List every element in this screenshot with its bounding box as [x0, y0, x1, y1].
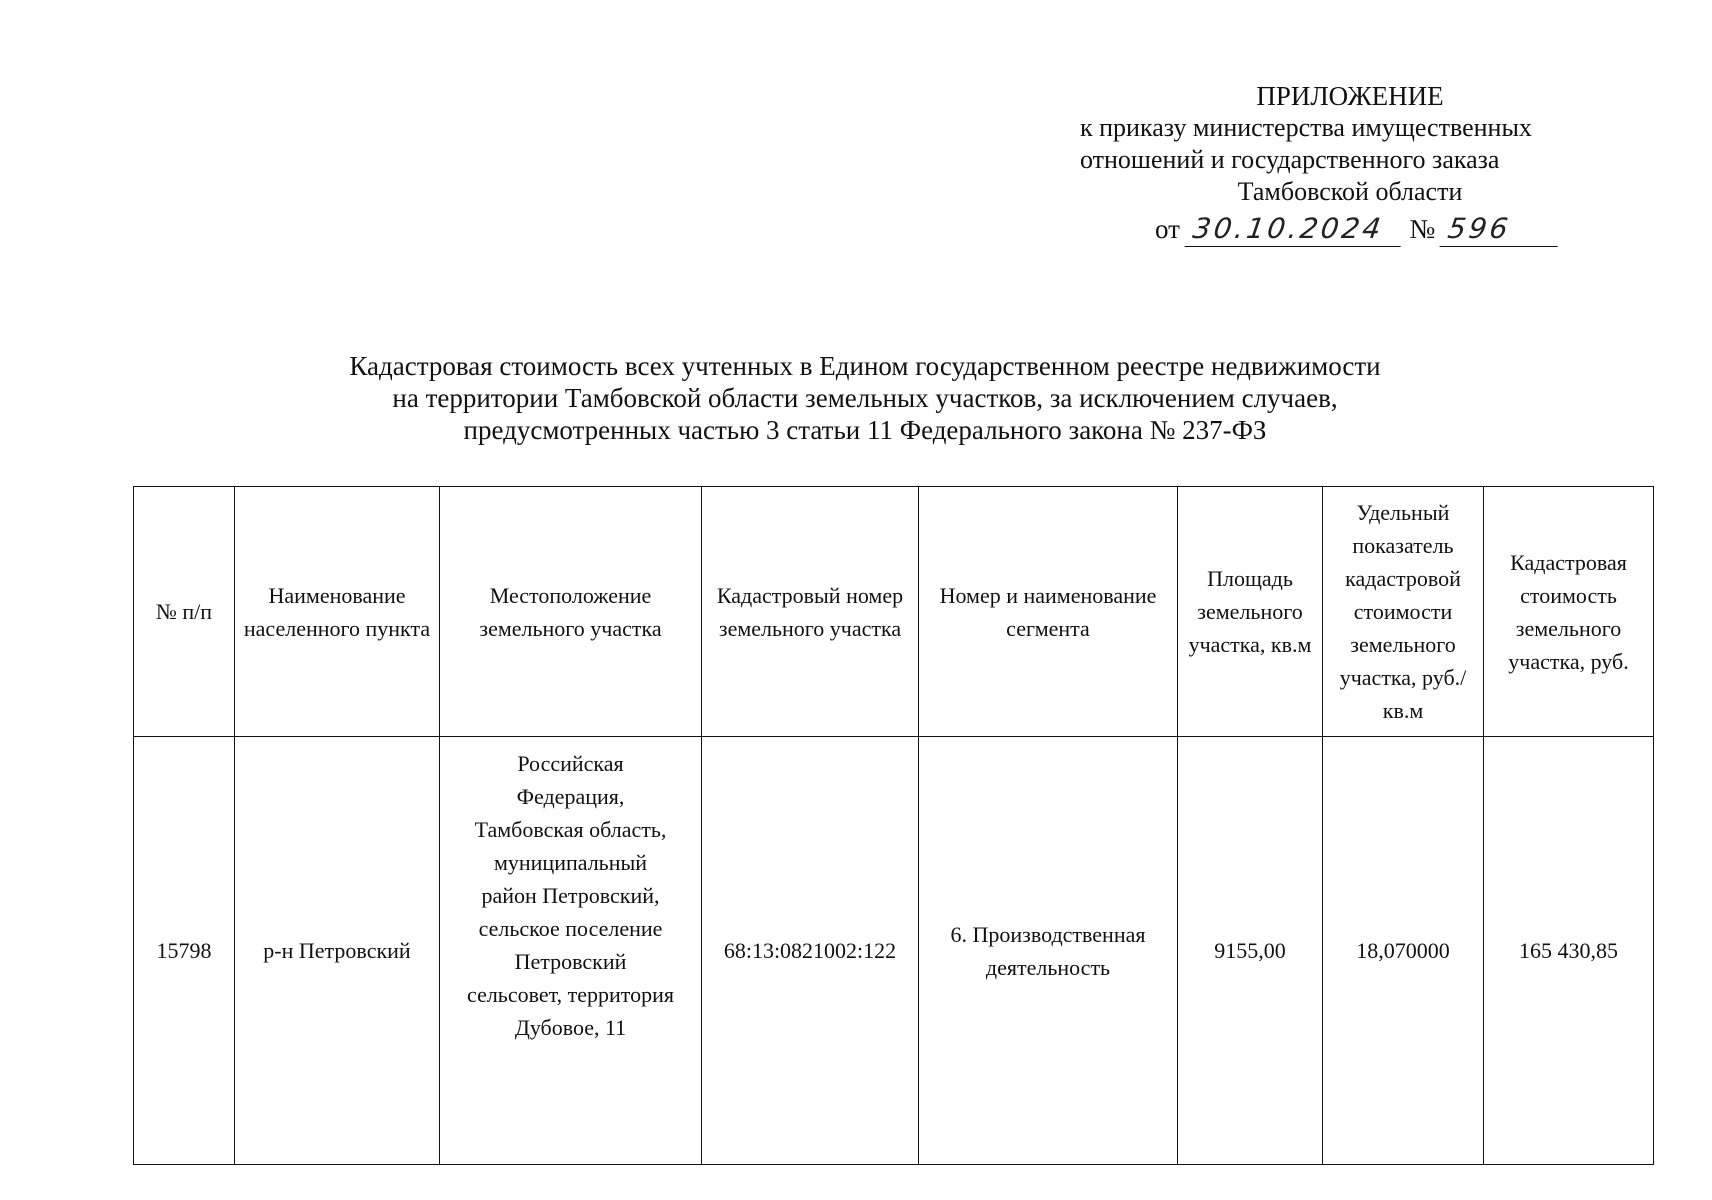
location-line: район Петровский, [481, 883, 660, 908]
document-title-line-2: на территории Тамбовской области земельных участков, за исключением случаев, [392, 383, 1338, 413]
header-number: № п/п [134, 487, 235, 737]
header-location: Местоположение земельного участка [440, 487, 702, 737]
number-label: № [1409, 214, 1436, 244]
cell-area: 9155,00 [1178, 737, 1323, 1165]
handwritten-date: 30.10.2024 [1184, 212, 1405, 247]
document-title-line-3: предусмотренных частью 3 статьи 11 Федерального закона № 237-ФЗ [463, 415, 1267, 445]
location-line: Российская [517, 751, 624, 776]
cell-cadastral-number: 68:13:0821002:122 [702, 737, 919, 1165]
cell-settlement: р-н Петровский [235, 737, 440, 1165]
table-row [134, 737, 1654, 1165]
cell-cadastral-value: 165 430,85 [1484, 737, 1654, 1165]
header-unit-value: Удельный показатель кадастровой стоимости земельного участка, руб./кв.м [1323, 487, 1484, 737]
location-line: Тамбовская область, [474, 817, 667, 842]
location-line: Петровский [514, 949, 627, 974]
appendix-line-2: отношений и государственного заказа [1080, 145, 1500, 174]
handwritten-number: 596 [1440, 212, 1563, 247]
cadastral-table [133, 486, 1654, 1165]
date-label: от [1155, 214, 1180, 244]
header-settlement: Наименование населенного пункта [235, 487, 440, 737]
cell-number: 15798 [134, 737, 235, 1165]
header-segment: Номер и наименование сегмента [919, 487, 1178, 737]
cell-unit-value: 18,070000 [1323, 737, 1484, 1165]
appendix-title: ПРИЛОЖЕНИЕ [1256, 81, 1444, 111]
location-line: сельское поселение [478, 916, 663, 941]
location-line: муниципальный [493, 850, 648, 875]
order-reference [1155, 212, 1560, 247]
location-line: сельсовет, территория [467, 982, 674, 1007]
document-title [300, 350, 1430, 446]
appendix-block [1080, 80, 1600, 208]
header-cadastral-value: Кадастровая стоимость земельного участка, руб. [1484, 487, 1654, 737]
location-line: Федерация, [516, 784, 625, 809]
document-title-line-1: Кадастровая стоимость всех учтенных в Едином государственном реестре недвижимости [349, 351, 1381, 381]
location-line: Дубовое, 11 [514, 1015, 627, 1040]
cell-segment: 6. Производственная деятельность [919, 737, 1178, 1165]
header-cadastral-number: Кадастровый номер земельного участка [702, 487, 919, 737]
table-header-row [134, 487, 1654, 737]
appendix-line-3: Тамбовской области [1237, 177, 1463, 206]
cell-location [440, 737, 702, 1165]
header-area: Площадь земельного участка, кв.м [1178, 487, 1323, 737]
appendix-line-1: к приказу министерства имущественных [1080, 113, 1532, 142]
